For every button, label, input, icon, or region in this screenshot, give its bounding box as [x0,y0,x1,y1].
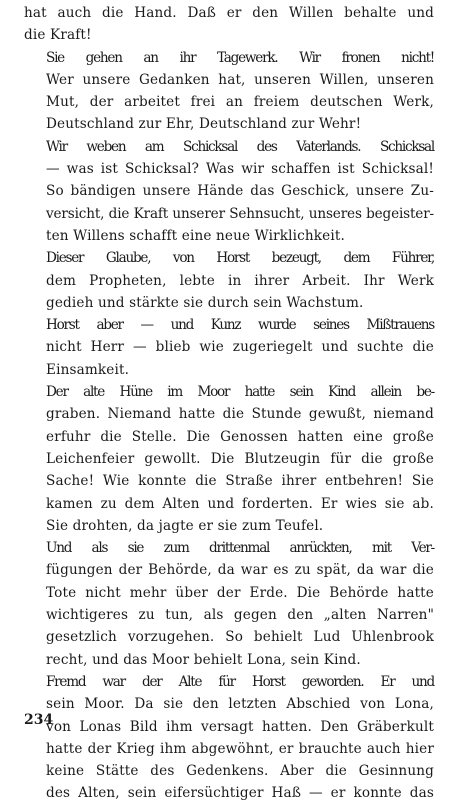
text-line: Und als sie zum drittenmal anrückten, mit Ver- [46,540,434,557]
page-text [24,2,434,805]
text-line: — was ist Schicksal? Was wir schaffen ist Schicksal! [46,161,434,178]
text-line: Der alte Hüne im Moor hatte sein Kind allein be- [46,384,434,401]
text-line: Horst aber — und Kunz wurde seines Mißtrauens [46,317,434,334]
text-line: ten Willens schafft eine neue Wirklichkeit. [46,227,345,244]
text-line: hatte der Krieg ihm abgewöhnt, er brauchte auch hier [46,740,434,757]
text-line: keine Stätte des Gedenkens. Aber die Gesinnung [46,763,434,780]
text-line: Deutschland zur Ehr, Deutschland zur Wehr! [46,116,362,133]
text-line: die Kraft! [24,27,92,44]
text-line: kamen zu dem Alten und forderten. Er wies sie ab. [46,495,434,512]
text-line: Leichenfeier gewollt. Die Blutzeugin für die große [46,450,434,467]
text-line: sein Moor. Da sie den letzten Abschied von Lona, [46,696,434,713]
text-line: erfuhr die Stelle. Die Genossen hatten eine große [46,428,434,445]
text-line: Sache! Wie konnte die Straße ihrer entbehren! Sie [46,473,434,490]
text-line: versicht, die Kraft unserer Sehnsucht, unseres begeister- [46,205,434,222]
text-line: So bändigen unsere Hände das Geschick, unsere Zu- [46,183,434,200]
text-line: Dieser Glaube, von Horst bezeugt, dem Führer, [46,250,434,267]
paragraph [24,247,434,314]
text-line: hat auch die Hand. Daß er den Willen behalte und [24,5,434,21]
paragraph [24,537,434,671]
text-line: wichtigeres zu tun, als gegen den „alten Narren" [46,607,434,624]
text-line: gesetzlich vorzugehen. So behielt Lud Uhlenbrook [46,629,434,646]
text-line: von Lonas Bild ihm versagt hatten. Den Gräberkult [46,718,434,735]
text-line: Tote nicht mehr über der Erde. Die Behörde hatte [46,584,434,601]
text-line: Sie drohten, da jagte er sie zum Teufel. [46,517,324,534]
text-line: Sie gehen an ihr Tagewerk. Wir fronen nicht! [46,49,434,66]
paragraph [24,136,434,247]
text-line: dem Propheten, lebte in ihrer Arbeit. Ihr Werk [46,272,434,289]
paragraph [24,671,434,805]
text-line: recht, und das Moor behielt Lona, sein Kind. [46,651,361,668]
page-number: 234 [24,712,54,728]
text-line: des Alten, sein eifersüchtiger Haß — er konnte das [46,785,434,802]
text-line: Wer unsere Gedanken hat, unseren Willen, unseren [46,71,434,88]
text-line: nicht Herr — blieb wie zugeriegelt und suchte die [46,339,434,356]
paragraph [24,314,434,381]
paragraph [24,2,434,47]
text-line: Einsamkeit. [46,361,130,378]
text-line: Mut, der arbeitet frei an freiem deutschen Werk, [46,94,434,111]
text-line: graben. Niemand hatte die Stunde gewußt, niemand [46,406,434,423]
text-line: Fremd war der Alte für Horst geworden. Er und [46,673,434,690]
text-line: gedieh und stärkte sie durch sein Wachstum. [46,294,364,311]
paragraph [24,47,434,136]
text-line: fügungen der Behörde, da war es zu spät, da war die [46,562,434,579]
text-line: Wir weben am Schicksal des Vaterlands. Schicksal [46,138,434,155]
paragraph [24,381,434,537]
